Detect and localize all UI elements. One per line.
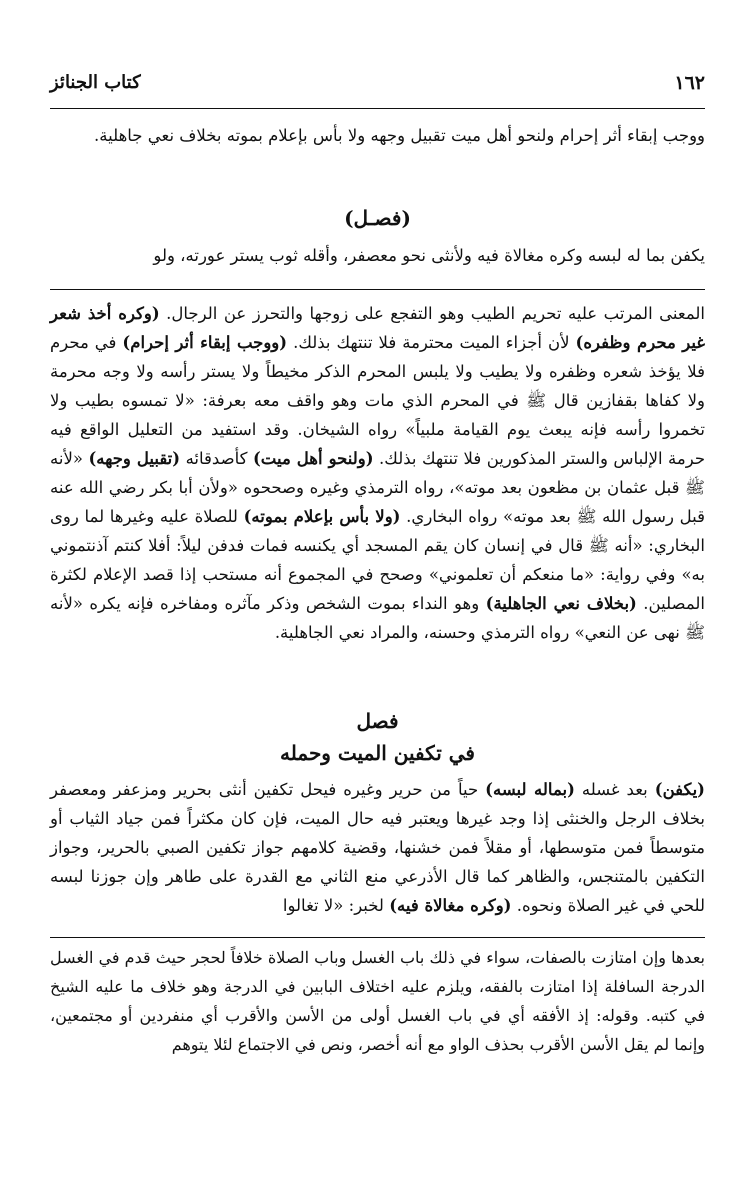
text-run: في محرم فلا يؤخذ شعره وظفره ولا يطيب ولا يلبس المحرم الذكر مخيطاً ولا يستر رأسه ولا وجه محرمة ولا كفاها بقفازين قال ﷺ في المحرم الذي مات وهو واقف معه بعرفة: «لا تمسوه بطيب ولا تخمروا رأسه فإنه يبعث يوم القيامة ملبياً» رواه الشيخان. وقد استفيد من التعليل الواقع فيه حرمة الإلباس والستر المذكورين فلا تنتهك بذلك. [50, 333, 706, 468]
header-rule [50, 108, 705, 109]
fasl-1 [50, 202, 705, 272]
matn-quote: (ولنحو أهل ميت) [253, 449, 374, 468]
matn-quote: (بخلاف نعي الجاهلية) [485, 594, 637, 613]
matn-top [50, 120, 705, 152]
commentary-1-paragraph [50, 299, 705, 647]
running-title: كتاب الجنائز [50, 72, 141, 93]
text-run: لأن أجزاء الميت محترمة فلا تنتهك بذلك. [293, 333, 570, 352]
fasl-2 [50, 705, 705, 920]
fasl-1-text: يكفن بما له لبسه وكره مغالاة فيه ولأنثى نحو معصفر، وأقله ثوب يستر عورته، ولو [153, 246, 705, 265]
matn-quote: (وكره مغالاة فيه) [389, 896, 512, 915]
footnote-text: بعدها وإن امتازت بالصفات، سواء في ذلك باب الغسل وباب الصلاة خلافاً لحجر حيث قدم في الغسل الدرجة السافلة إذا امتازت بالفقه، ويلزم عليه اختلاف البابين في الدرجة وهو خلاف ما عليه الشيخ في كتبه. وقوله: إذ الأفقه أي في باب الغسل أولى من الأسن والأقرب أي منفردين أو مجتمعين، وإنما لم يقل الأسن الأقرب بحذف الواو مع أنه أخصر، ونص في الاجتماع لئلا يتوهم [50, 948, 706, 1054]
text-run: حياً من حرير وغيره فيحل تكفين أنثى بحرير ومزعفر ومعصفر بخلاف الرجل والخنثى إذا وجد غيرها ويعتبر فيه حال الميت، فإن كان مكثراً فمن جياد الثياب أو متوسطاً فمن متوسطها، أو مقلاً فمن خشنها، وقضية كلامهم جواز تكفين الصبي بالحرير، وجواز التكفين بالمتنجس، والظاهر كما قال الأذرعي منع الثاني مع القدرة على طاهر وإن جوزنا لبسه للحي في غير الصلاة ونحوه. [50, 780, 705, 915]
text-run: كأصدقائه [185, 449, 248, 468]
commentary-rule [50, 289, 705, 290]
text-run: لخبر: «لا تغالوا [282, 896, 384, 915]
matn-top-text: ووجب إبقاء أثر إحرام ولنحو أهل ميت تقبيل وجهه ولا بأس بإعلام بموته بخلاف نعي جاهلية. [94, 126, 705, 145]
matn-quote: (وكره أخذ شعر غير محرم وظفره) [50, 304, 705, 352]
text-run: وهو النداء بموت الشخص وذكر مآثره ومفاخره فإنه يكره «لأنه ﷺ نهى عن النعي» رواه الترمذي وحسنه، والمراد نعي الجاهلية. [50, 594, 705, 642]
text-run: للصلاة عليه وغيرها لما روى البخاري: «أنه ﷺ قال في إنسان كان يقم المسجد أي يكنسه فمات فدفن ليلاً: أفلا كنتم آذنتموني به» وفي رواية: «ما منعكم أن تعلموني» وصحح في المجموع أنه مستحب إذا قصد الإعلام لكثرة المصلين. [50, 507, 705, 613]
page-header [50, 70, 705, 106]
footnote [50, 943, 705, 1059]
fasl-2-paragraph [50, 775, 705, 920]
matn-quote: (يكفن) [654, 780, 705, 799]
fasl-1-title: (فصـل) [344, 206, 411, 230]
fasl-2-title: فصل [356, 709, 399, 733]
matn-quote: (تقبيل وجهه) [88, 449, 181, 468]
text-run: بعد غسله [581, 780, 648, 799]
commentary-1 [50, 299, 705, 647]
fasl-2-subtitle: في تكفين الميت وحمله [280, 741, 475, 765]
matn-quote: (ووجب إبقاء أثر إحرام) [122, 333, 288, 352]
matn-quote: (بماله لبسه) [485, 780, 575, 799]
footnote-rule [50, 937, 705, 938]
page-number: ١٦٢ [674, 72, 705, 94]
text-run: «لأنه ﷺ قبل عثمان بن مظعون بعد موته»، رواه الترمذي وغيره وصححوه «ولأن أبا بكر رضي الله عنه قبل رسول الله ﷺ بعد موته» رواه البخاري. [50, 449, 705, 526]
matn-quote: (ولا بأس بإعلام بموته) [243, 507, 401, 526]
text-run: المعنى المرتب عليه تحريم الطيب وهو التفجع على زوجها والتحرز عن الرجال. [166, 304, 705, 323]
